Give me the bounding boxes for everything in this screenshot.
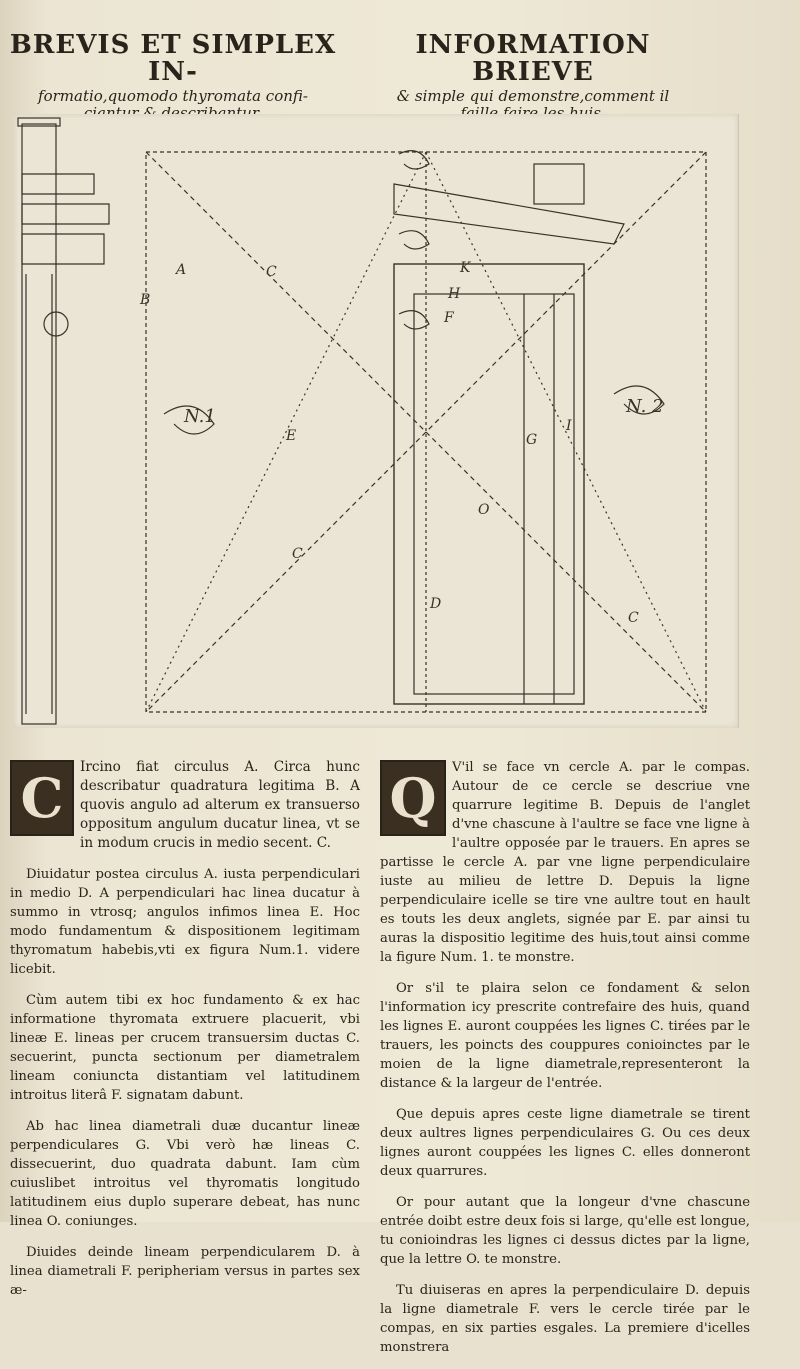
fig-label-h: H bbox=[448, 286, 461, 302]
latin-text-column bbox=[10, 758, 360, 1312]
door-inner-frame bbox=[414, 294, 574, 694]
latin-subtitle-line1: formatio,quomodo thyromata confi- bbox=[38, 86, 308, 105]
figure-number-1: N.1 bbox=[184, 406, 216, 427]
decorated-initial-c: C bbox=[10, 760, 74, 836]
latin-paragraph-3: Cùm autem tibi ex hoc fundamento & ex hac informatione thyromata extruere placuerit, vbi lineæ E. lineas per crucem transuersim ductas C. secuerint, puncta sectionum per diametralem lineam coniuncta distantiam vel latitudinem introitus literâ F. signatam dabunt. bbox=[10, 993, 360, 1103]
french-subtitle-line1: & simple qui demonstre,comment il bbox=[396, 86, 670, 105]
decorated-initial-q: Q bbox=[380, 760, 446, 836]
french-paragraph-1 bbox=[380, 758, 750, 967]
latin-paragraph-4: Ab hac linea diametrali duæ ducantur lineæ perpendiculares G. Vbi verò hæ lineas C. dissecuerint, duo quadrata dabunt. Iam cùm cuiuslibet introitus vel thyromatis longitudo latitudinem eius duplo superare debeat, has nunc linea O. coniunges. bbox=[10, 1119, 360, 1229]
cornice-moldings bbox=[22, 174, 109, 264]
engraving-drawing bbox=[14, 114, 738, 728]
fig-label-d: D bbox=[430, 596, 442, 612]
latin-paragraph-1-text: Ircino fiat circulus A. Circa hunc describatur quadratura legitima B. A quovis angulo ad alterum ex transuerso oppositum angulum ducatur linea, vt se in modum crucis in medio secent. C. bbox=[80, 759, 360, 851]
french-heading bbox=[368, 32, 698, 122]
figure-number-2: N. 2 bbox=[626, 396, 664, 417]
french-paragraph-5: Tu diuiseras en apres la perpendiculaire D. depuis la ligne diametrale F. vers le cercle tirée par le compas, en six parties esgales. La premiere d'icelles monstrera bbox=[380, 1283, 750, 1355]
latin-paragraph-5: Diuides deinde lineam perpendicularem D. à linea diametrali F. peripheriam versus in partes sex æ- bbox=[10, 1245, 360, 1298]
french-text-column bbox=[380, 758, 750, 1369]
door-construction-engraving bbox=[14, 114, 739, 728]
fig-label-k: K bbox=[460, 260, 471, 276]
latin-paragraph-2: Diuidatur postea circulus A. iusta perpendiculari in medio D. A perpendiculari hac linea ducatur à summo in vtrosq; angulos infimos linea E. Hoc modo fundamentum & dispositionem legitimam thyromatum habebis,vti ex figura Num.1. videre licebit. bbox=[10, 867, 360, 977]
latin-title: BREVIS ET SIMPLEX IN- bbox=[9, 30, 337, 88]
latin-paragraph-1 bbox=[10, 758, 360, 853]
latin-heading bbox=[8, 32, 338, 122]
fig-label-c-upper: C bbox=[266, 264, 277, 280]
fig-label-e: E bbox=[286, 428, 297, 444]
fig-label-f: F bbox=[444, 310, 454, 326]
fig-label-a: A bbox=[176, 262, 187, 278]
door-pediment bbox=[394, 184, 624, 244]
fig-label-b: B bbox=[140, 292, 151, 308]
french-paragraph-2: Or s'il te plaira selon ce fondament & selon l'information icy prescrite contrefaire des huis, quand les lignes E. auront couppées les lignes C. tirées par le trauers, les poincts des couppures conioinctes par le moien de la ligne diametrale,representeront la distance & la largeur de l'entrée. bbox=[380, 981, 750, 1091]
door-outer-frame bbox=[394, 264, 584, 704]
fig-label-c-lower: C bbox=[292, 546, 303, 562]
french-paragraph-3: Que depuis apres ceste ligne diametrale se tirent deux aultres lignes perpendiculaires G. Ou ces deux lignes auront couppées les lignes C. elles donneront deux quarrures. bbox=[380, 1107, 750, 1179]
fig-label-i: I bbox=[566, 418, 572, 434]
french-title: INFORMATION BRIEVE bbox=[415, 30, 651, 88]
fig-label-c-right: C bbox=[628, 610, 639, 626]
french-paragraph-1-text: V'il se face vn cercle A. par le compas. Autour de ce cercle se descriue vne quarrure legitime B. Depuis de l'anglet d'vne chascune à l'aultre se face vne ligne à l'aultre opposée par le trauers. En apres se partisse le cercle A. par vne ligne perpendiculaire iuste au milieu de lettre D. Depuis la ligne perpendiculaire icelle se tire vne aultre tout en hault es touts les deux anglets, signée par E. par ainsi tu auras la dispositio legitime des huis,tout ainsi comme la figure Num. 1. te monstre. bbox=[380, 760, 750, 965]
fig-label-g: G bbox=[526, 432, 538, 448]
french-paragraph-4: Or pour autant que la longeur d'vne chascune entrée doibt estre deux fois si large, qu'elle est longue, tu conioindras les lignes ci dessus dictes par la ligne, que la lettre O. te monstre. bbox=[380, 1195, 750, 1267]
column-shaft bbox=[22, 124, 56, 724]
fig-label-o: O bbox=[478, 502, 490, 518]
